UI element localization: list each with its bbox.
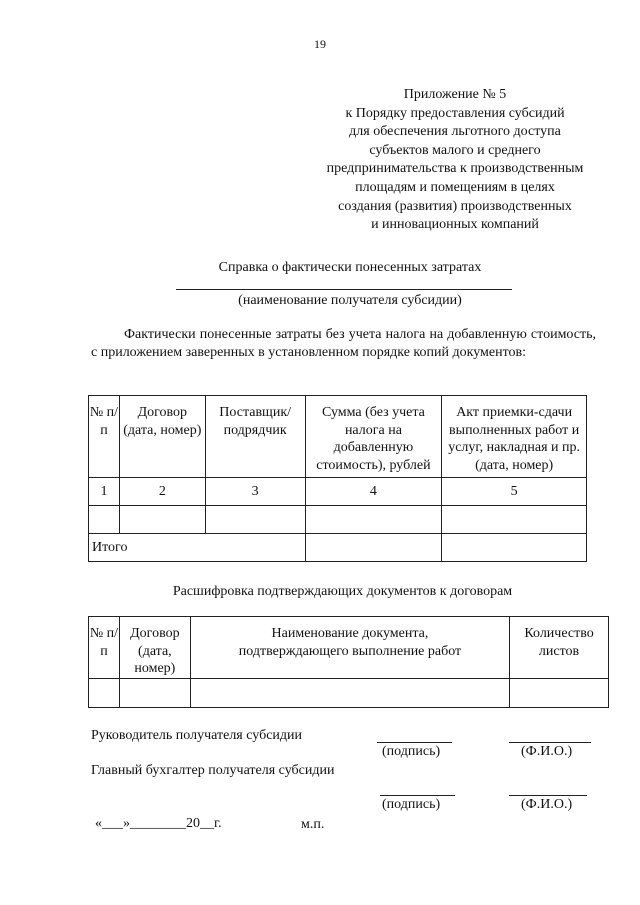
table-cell: 3 [205,478,305,506]
appendix-line: Приложение № 5 [403,87,507,102]
accountant-signature-caption: (подпись) [382,797,441,812]
header-cell-act: Акт приемки-сдачи выполненных работ и услуг, накладная и пр. (дата, номер) [442,396,587,478]
header-cell-contract: Договор (дата, номер) [119,617,190,679]
appendix-line: к Порядку предоставления субсидий [345,105,565,121]
head-name-caption: (Ф.И.О.) [521,744,573,759]
header-cell-amount: Сумма (без учета налога на добавленную стоимость), рублей [305,396,442,478]
table-cell: 1 [89,478,120,506]
document-title: Справка о фактически понесенных затратах [218,260,482,275]
page-number: 19 [314,37,326,51]
table-cell [205,506,305,534]
expenses-table [88,395,587,562]
appendix-line: субъектов малого и среднего [369,142,541,158]
table-cell: 2 [119,478,205,506]
accountant-signature-label: Главный бухгалтер получателя субсидии [91,763,335,778]
head-signature-label: Руководитель получателя субсидии [91,728,303,743]
appendix-line: создания (развития) производственных [338,198,572,214]
table-cell [119,506,205,534]
table-cell [89,506,120,534]
table-row [89,679,609,708]
table-cell [305,506,442,534]
table-header-row [89,617,609,679]
table-cell [442,506,587,534]
appendix-line: предпринимательства к производственным [326,161,584,177]
table-cell: 5 [442,478,587,506]
table-cell [442,534,587,562]
table-number-row [89,478,587,506]
table-cell [119,679,190,708]
accountant-name-caption: (Ф.И.О.) [521,797,573,812]
total-label: Итого [89,534,306,562]
table-total-row [89,534,587,562]
appendix-line: для обеспечения льготного доступа [349,124,561,140]
header-cell-number: № п/п [89,396,120,478]
table-cell [510,679,609,708]
stamp-place: м.п. [301,817,325,832]
appendix-line: площадям и помещениям в целях [355,179,555,195]
header-cell-pages: Количество листов [510,617,609,679]
recipient-blank-line [176,289,512,290]
table-cell [305,534,442,562]
documents-table [88,616,609,708]
intro-paragraph: Фактически понесенные затраты без учета налога на добавленную стоимость, с приложением заверенных в установленном порядке копий документов: [91,327,596,360]
table-cell: 4 [305,478,442,506]
recipient-caption: (наименование получателя субсидии) [238,293,462,308]
table-cell [89,679,120,708]
appendix-line: и инновационных компаний [371,217,539,233]
table-header-row [89,396,587,478]
header-cell-document-name: Наименование документа, подтверждающего выполнение работ [190,617,509,679]
date-line: «___»________20__г. [95,816,222,831]
header-cell-contract: Договор (дата, номер) [119,396,205,478]
table-cell [190,679,509,708]
table2-title: Расшифровка подтверждающих документов к договорам [172,584,513,599]
header-cell-supplier: Поставщик/ подрядчик [205,396,305,478]
header-cell-number: № п/п [89,617,120,679]
appendix-block [305,86,605,235]
table-row [89,506,587,534]
head-signature-caption: (подпись) [382,744,441,759]
